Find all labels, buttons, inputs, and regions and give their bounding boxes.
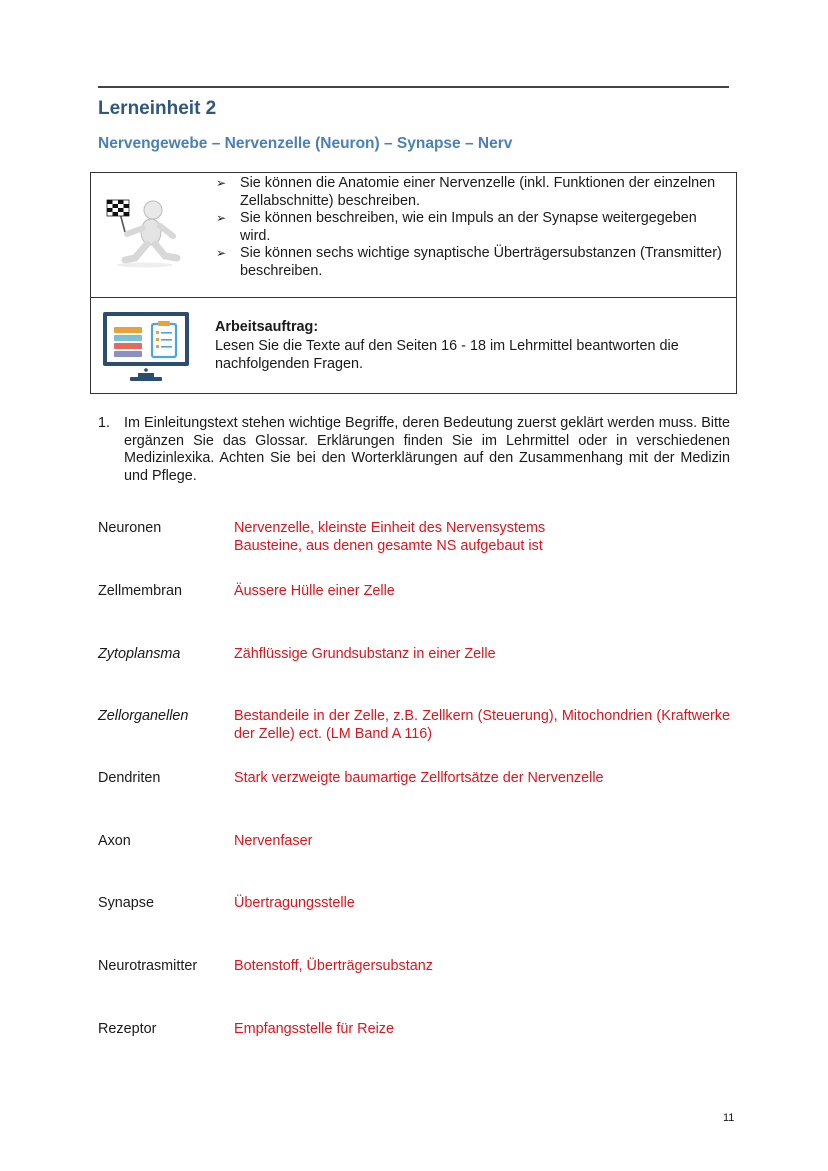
- task-text: Lesen Sie die Texte auf den Seiten 16 - 18 im Lehrmittel beantworten die nachfolgenden Fragen.: [215, 338, 679, 372]
- list-item: [214, 210, 729, 245]
- page-title: Lerneinheit 2: [98, 98, 217, 119]
- glossary-term: Axon: [98, 833, 131, 849]
- glossary-term: Zellmembran: [98, 583, 182, 599]
- arrow-bullet-icon: ➢: [216, 211, 227, 226]
- glossary-definition: Zähflüssige Grundsubstanz in einer Zelle: [234, 646, 496, 662]
- header-rule: [98, 86, 729, 88]
- goal-text: Sie können beschreiben, wie ein Impuls an der Synapse weitergegeben wird.: [240, 210, 697, 244]
- list-item: [214, 175, 729, 210]
- glossary-definition: Nervenfaser: [234, 833, 313, 849]
- question-text: Im Einleitungstext stehen wichtige Begriffe, deren Bedeutung zuerst geklärt werden muss. Bitte ergänzen Sie das Glossar. Erklärungen finden Sie im Lehrmittel oder in verschiedenen Medizinlexika. Achten Sie bei den Worterklärungen auf den Zusammenhang mit der Medizin und Pflege.: [124, 415, 730, 484]
- task-heading: Arbeitsauftrag:: [215, 319, 319, 335]
- definition-line: Nervenzelle, kleinste Einheit des Nervensystems: [234, 520, 546, 536]
- monitor-with-books-icon: [102, 311, 190, 383]
- glossary-definition: Äussere Hülle einer Zelle: [234, 583, 395, 599]
- glossary-term: Synapse: [98, 895, 155, 911]
- arrow-bullet-icon: ➢: [216, 176, 227, 190]
- glossary-term: Neuronen: [98, 520, 162, 536]
- glossary-term: Rezeptor: [98, 1021, 157, 1037]
- goal-text: Sie können sechs wichtige synaptische Überträgersubstanzen (Transmitter) beschreiben.: [240, 245, 722, 279]
- list-item: [214, 245, 729, 280]
- arrow-bullet-icon: ➢: [216, 246, 227, 261]
- glossary-definition: Bestandeile in der Zelle, z.B. Zellkern (Steuerung), Mitochondrien (Kraftwerke der Zelle) ect. (LM Band A 116): [234, 708, 730, 742]
- learning-goals-list: [214, 175, 729, 281]
- glossary-term: Zytoplansma: [98, 646, 181, 662]
- glossary-definition: Empfangsstelle für Reize: [234, 1021, 394, 1037]
- glossary-definition: [234, 519, 730, 555]
- glossary-definition: Botenstoff, Überträgersubstanz: [234, 958, 433, 974]
- goal-text: Sie können die Anatomie einer Nervenzelle (inkl. Funktionen der einzelnen Zellabschnitte) beschreiben.: [240, 175, 716, 209]
- glossary-term: Dendriten: [98, 770, 161, 786]
- glossary-term: Neurotrasmitter: [98, 958, 198, 974]
- question-number: 1.: [98, 415, 111, 431]
- page-subtitle: Nervengewebe – Nervenzelle (Neuron) – Synapse – Nerv: [98, 135, 513, 152]
- definition-line: Bausteine, aus denen gesamte NS aufgebaut ist: [234, 538, 543, 554]
- glossary-term: Zellorganellen: [98, 708, 189, 724]
- glossary-definition: Übertragungsstelle: [234, 895, 355, 911]
- running-figure-with-flag-icon: [103, 196, 185, 268]
- glossary-definition: Stark verzweigte baumartige Zellfortsätze der Nervenzelle: [234, 770, 604, 786]
- page-number: 11: [723, 1112, 735, 1124]
